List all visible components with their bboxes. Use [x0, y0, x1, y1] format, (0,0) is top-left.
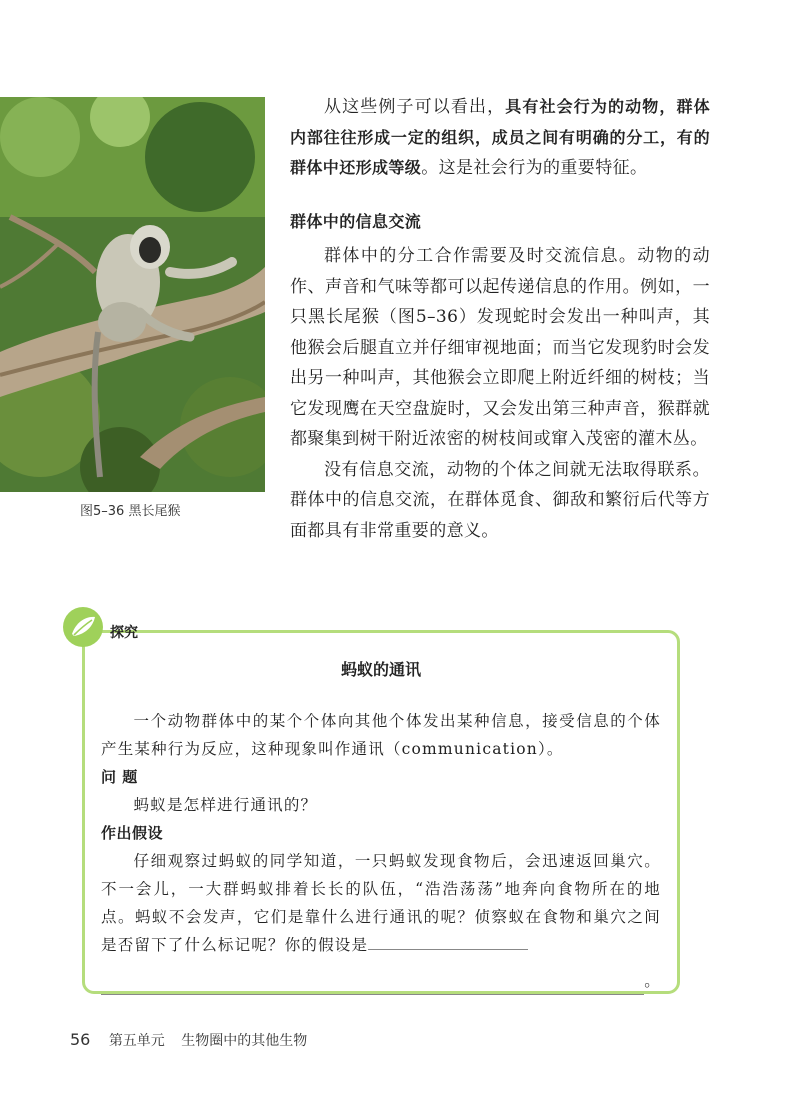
intro-bold: 具有社会行为的动物，群体内部往往形成一定的组织，成员之间有明确的分工，有的群体中还形成等级 [290, 97, 710, 177]
main-text [290, 92, 710, 546]
section-heading: 群体中的信息交流 [290, 211, 422, 231]
figure-caption: 图5–36 黑长尾猴 [80, 504, 181, 519]
leaf-badge-icon [62, 606, 104, 648]
inquiry-content [101, 707, 661, 995]
page-footer [70, 1030, 307, 1050]
monkey-photo [0, 97, 265, 492]
definition-paragraph: 一个动物群体中的某个个体向其他个体发出某种信息，接受信息的个体产生某种行为反应，这种现象叫作通讯（communication）。 [101, 712, 661, 758]
inquiry-box [82, 630, 680, 994]
paragraph-3: 没有信息交流，动物的个体之间就无法取得联系。群体中的信息交流，在群体觅食、御敌和繁衍后代等方面都具有非常重要的意义。 [290, 459, 710, 541]
page-number: 56 [70, 1030, 91, 1049]
intro-paragraph [290, 92, 710, 184]
paragraph-2: 群体中的分工合作需要及时交流信息。动物的动作、声音和气味等都可以起传递信息的作用。例如，一只黑长尾猴（图5–36）发现蛇时会发出一种叫声，其他猴会后腿直立并仔细审视地面；而当它发现豹时会发出另一种叫声，其他猴会立即爬上附近纤细的树枝；当它发现鹰在天空盘旋时，又会发出第三种声音，猴群就都聚集到树干附近浓密的树枝间或窜入茂密的灌木丛。 [290, 246, 710, 449]
inquiry-title: 蚂蚁的通讯 [340, 660, 421, 679]
answer-blank-inline[interactable] [368, 948, 528, 950]
hypothesis-label: 作出假设 [101, 824, 164, 842]
question-text: 蚂蚁是怎样进行通讯的？ [133, 796, 318, 814]
intro-tail: 。这是社会行为的重要特征。 [421, 158, 648, 178]
hypothesis-text: 仔细观察过蚂蚁的同学知道，一只蚂蚁发现食物后，会迅速返回巢穴。不一会儿，一大群蚂蚁排着长长的队伍，“浩浩荡荡”地奔向食物所在的地点。蚂蚁不会发声，它们是靠什么进行通讯的呢？侦察蚁在食物和巢穴之间是否留下了什么标记呢？你的假设是 [101, 852, 661, 954]
hypothesis-paragraph [101, 847, 661, 959]
answer-blank-line[interactable] [101, 967, 661, 995]
unit-name: 第五单元 [108, 1033, 165, 1049]
question-label: 问 题 [101, 768, 138, 786]
chapter-name: 生物圈中的其他生物 [181, 1033, 308, 1049]
inquiry-label: 探究 [110, 625, 138, 641]
inquiry-icon [62, 606, 104, 648]
intro-lead: 从这些例子可以看出， [324, 97, 506, 117]
end-mark: 。 [644, 972, 661, 990]
answer-rule[interactable] [101, 980, 644, 995]
monkey-illustration [0, 97, 265, 492]
